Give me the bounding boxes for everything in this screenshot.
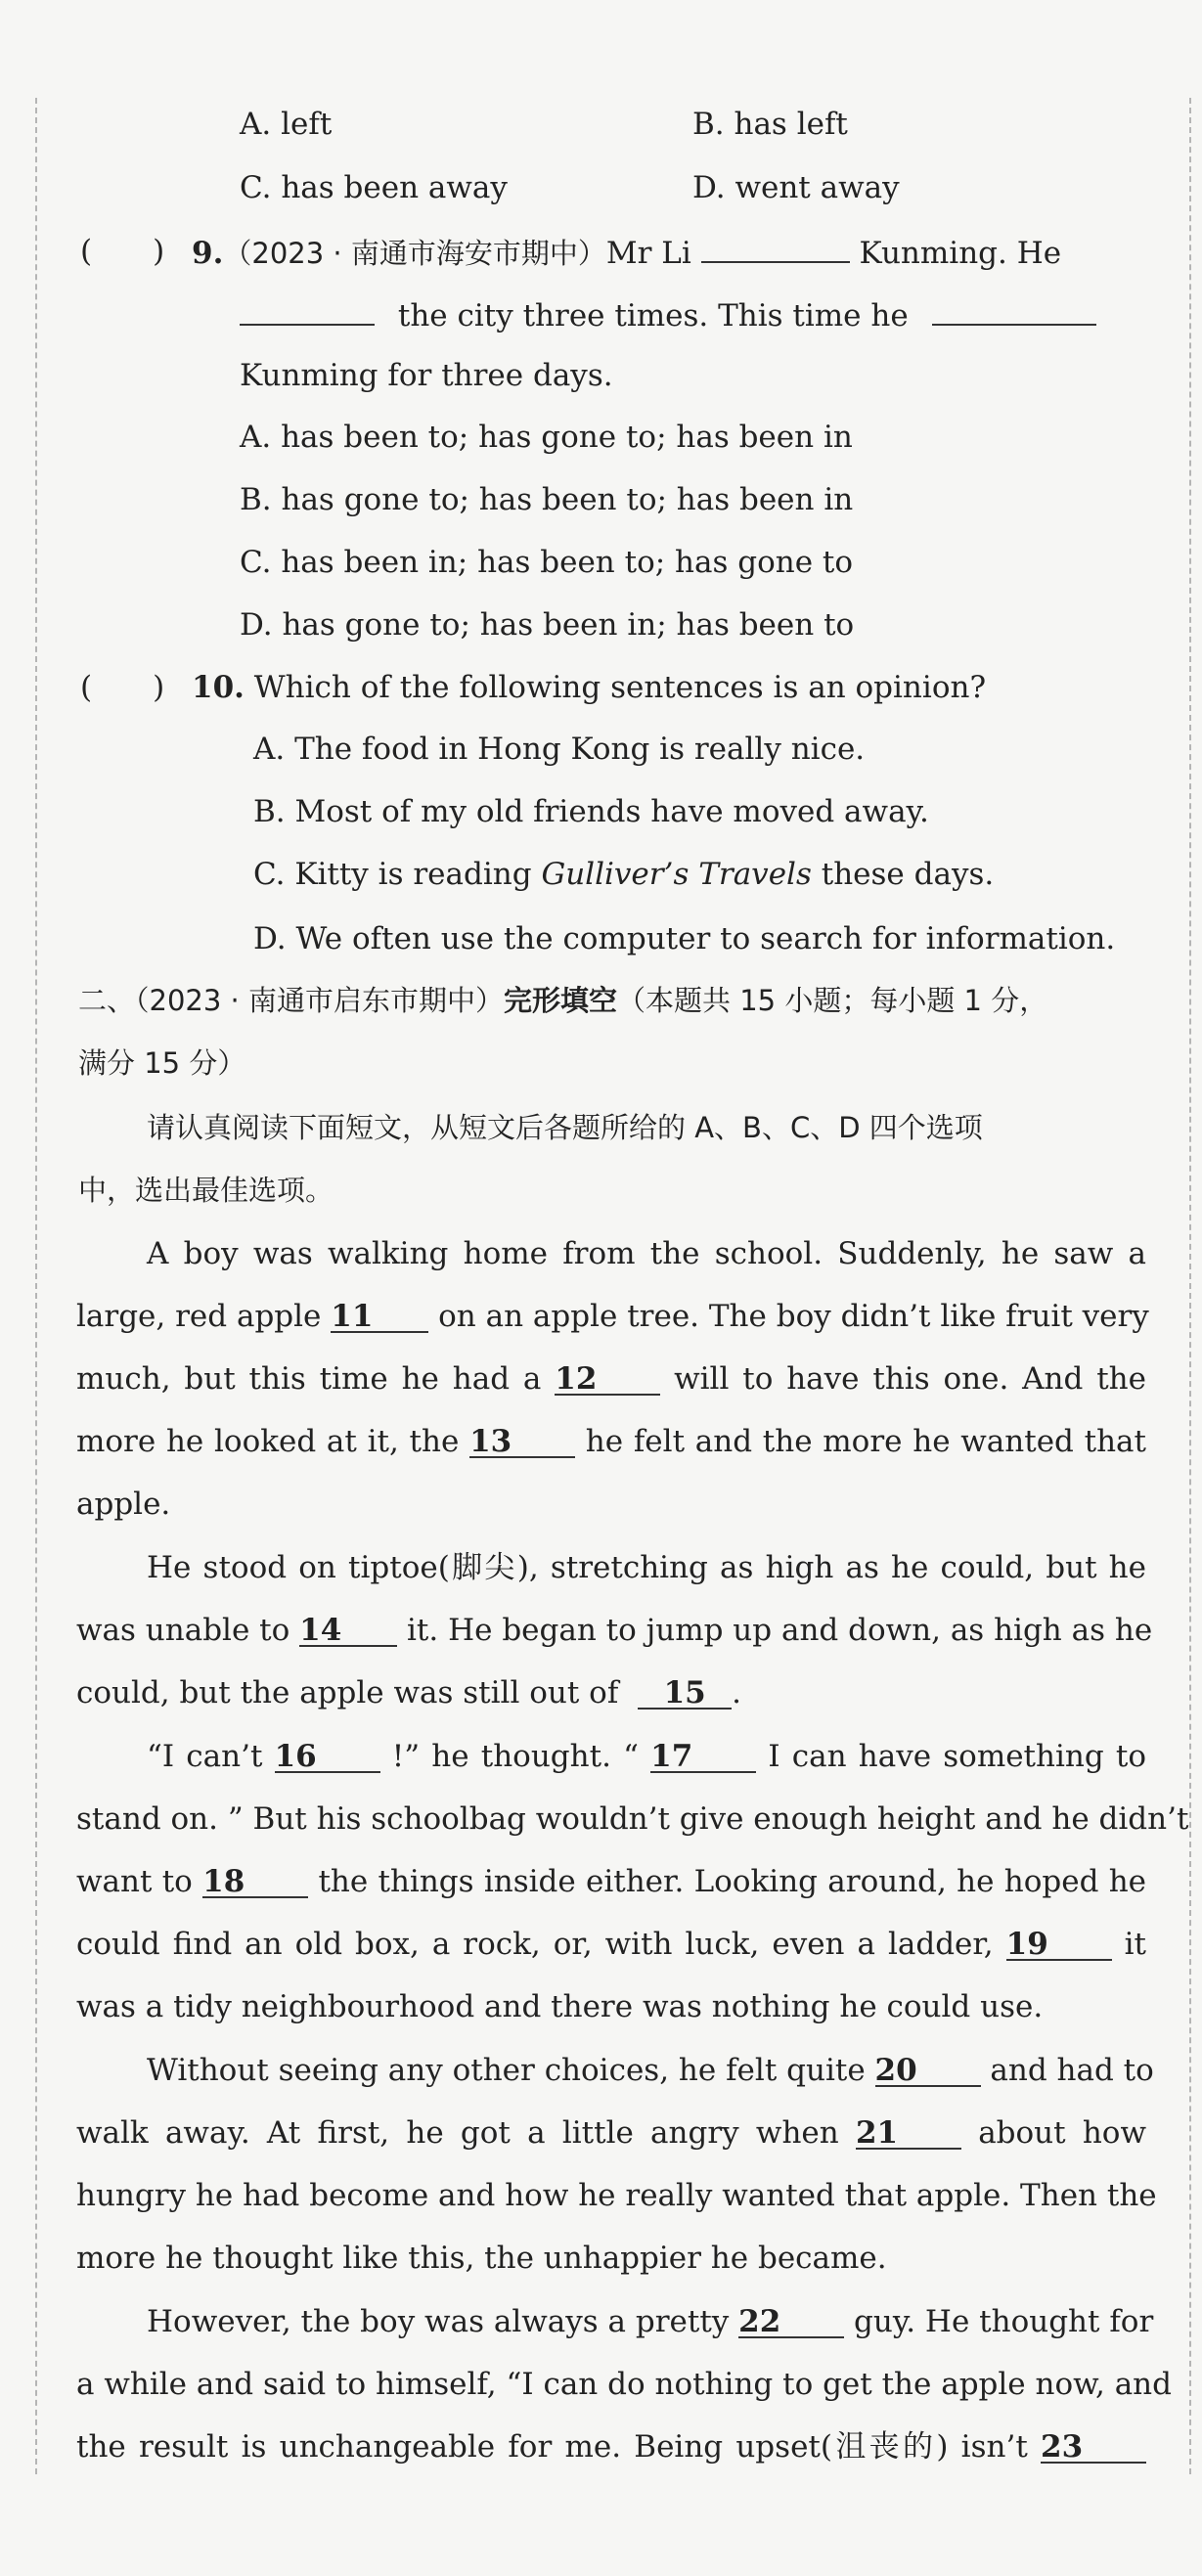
- q8-option-c: C. has been away: [240, 170, 508, 205]
- text-segment: large, red apple: [76, 1299, 322, 1334]
- passage-p5-line-1: [147, 2302, 1154, 2341]
- q9-blank-1[interactable]: [701, 232, 850, 263]
- passage-p3-line-5: was a tidy neighbourhood and there was nothing he could use.: [76, 1989, 1044, 2024]
- blank-12[interactable]: 12: [555, 1364, 660, 1396]
- passage-p3-line-2: stand on. ” But his schoolbag wouldn’t give enough height and he didn’t: [76, 1801, 1189, 1837]
- q10-option-c: [253, 855, 994, 894]
- text-segment: it. He began to jump up and down, as high as he: [407, 1613, 1153, 1648]
- q10-option-d: D. We often use the computer to search for information.: [253, 921, 1116, 956]
- blank-23[interactable]: 23: [1041, 2432, 1146, 2464]
- passage-p1-line-4: [76, 1422, 1146, 1461]
- q9-answer-bracket[interactable]: ( ): [80, 234, 165, 269]
- q10-stem: [192, 668, 986, 707]
- q10-stem-text: Which of the following sentences is an opinion?: [253, 670, 987, 705]
- passage-p1-line-5: apple.: [76, 1487, 171, 1522]
- blank-18[interactable]: 18: [202, 1867, 308, 1898]
- text-segment: and had to: [990, 2053, 1154, 2088]
- passage-p3-line-3: [76, 1862, 1146, 1901]
- q10-answer-bracket[interactable]: ( ): [80, 670, 165, 705]
- blank-21[interactable]: 21: [856, 2118, 961, 2150]
- passage-p5-line-2: a while and said to himself, “I can do nothing to get the apple now, and: [76, 2367, 1172, 2402]
- q9-option-c: C. has been in; has been to; has gone to: [240, 545, 854, 580]
- right-dashed-margin: [1189, 98, 1191, 2474]
- text-segment: about how: [978, 2115, 1146, 2151]
- q9-stem-text: Mr Li: [605, 236, 691, 271]
- passage-p4-line-2: [76, 2113, 1146, 2153]
- q9-stem-text-2: the city three times. This time he: [397, 298, 909, 333]
- text-segment: much, but this time he had a: [76, 1361, 542, 1397]
- text-segment: “I can’t: [147, 1739, 263, 1774]
- passage-p1-line-1: A boy was walking home from the school. Suddenly, he saw a: [147, 1236, 1146, 1271]
- text-segment: guy. He thought for: [854, 2304, 1154, 2339]
- passage-p2-line-1: He stood on tiptoe(脚尖), stretching as high as he could, but he: [147, 1550, 1146, 1585]
- q9-blank-3[interactable]: [932, 294, 1096, 326]
- q9-option-d: D. has gone to; has been in; has been to: [240, 607, 855, 643]
- q9-option-a: A. has been to; has gone to; has been in: [240, 420, 853, 455]
- text-segment: !” he thought. “: [391, 1739, 639, 1774]
- passage-p4-line-1: [147, 2051, 1154, 2090]
- passage-p5-line-3: [76, 2427, 1146, 2466]
- text-segment: on an apple tree. The boy didn’t like fruit very: [438, 1299, 1149, 1334]
- section-2-scoring: （本题共 15 小题；每小题 1 分，: [616, 984, 1048, 1017]
- passage-p2-line-2: [76, 1611, 1153, 1650]
- section-2-title: 完形填空: [503, 984, 617, 1017]
- passage-p1-line-2: [76, 1297, 1149, 1336]
- text-segment: .: [732, 1675, 742, 1710]
- passage-p3-line-4: [76, 1925, 1146, 1964]
- q10-option-c-pre: C. Kitty is reading: [253, 857, 532, 892]
- section-2-heading-2: 满分 15 分）: [78, 1046, 246, 1080]
- q10-option-a: A. The food in Hong Kong is really nice.: [253, 732, 866, 767]
- text-segment: it: [1124, 1927, 1146, 1962]
- blank-17[interactable]: 17: [650, 1742, 756, 1773]
- q9-source: （2023 · 南通市海安市期中）: [223, 237, 606, 270]
- q8-option-b: B. has left: [692, 107, 848, 142]
- text-segment: the things inside either. Looking around, he hoped he: [318, 1864, 1147, 1899]
- blank-14[interactable]: 14: [299, 1616, 397, 1647]
- section-2-instruction-2: 中，选出最佳选项。: [78, 1174, 334, 1207]
- q8-option-a: A. left: [240, 107, 333, 142]
- text-segment: more he looked at it, the: [76, 1424, 460, 1459]
- q8-option-d: D. went away: [692, 170, 900, 205]
- passage-p4-line-3: hungry he had become and how he really wanted that apple. Then the: [76, 2178, 1157, 2213]
- text-segment: I can have something to: [768, 1739, 1147, 1774]
- text-segment: could, but the apple was still out of: [76, 1675, 619, 1710]
- q9-stem-line-2: [240, 294, 1146, 335]
- text-segment: he felt and the more he wanted that: [585, 1424, 1146, 1459]
- q10-option-c-title: Gulliver’s Travels: [541, 857, 812, 892]
- text-segment: want to: [76, 1864, 193, 1899]
- q9-stem-line-3: Kunming for three days.: [240, 358, 613, 393]
- text-segment: However, the boy was always a pretty: [147, 2304, 730, 2339]
- blank-15[interactable]: 15: [638, 1678, 732, 1710]
- q9-stem-line-1: [192, 232, 1146, 273]
- q10-option-b: B. Most of my old friends have moved away.: [253, 794, 929, 829]
- passage-p3-line-1: [147, 1737, 1146, 1776]
- text-segment: Without seeing any other choices, he felt quite: [147, 2053, 866, 2088]
- section-2-source: 二、（2023 · 南通市启东市期中）: [78, 984, 504, 1017]
- text-segment: will to have this one. And the: [674, 1361, 1146, 1397]
- blank-20[interactable]: 20: [875, 2056, 981, 2087]
- text-segment: was unable to: [76, 1613, 290, 1648]
- blank-16[interactable]: 16: [275, 1742, 380, 1773]
- left-dashed-margin: [35, 98, 37, 2474]
- section-2-heading: [78, 981, 1146, 1020]
- text-segment: could find an old box, a rock, or, with luck, even a ladder,: [76, 1927, 994, 1962]
- text-segment: walk away. At first, he got a little angry when: [76, 2115, 839, 2151]
- section-2-instruction-1: 请认真阅读下面短文，从短文后各题所给的 A、B、C、D 四个选项: [147, 1111, 983, 1144]
- q10-option-c-post: these days.: [821, 857, 995, 892]
- q9-stem-text-b: Kunming. He: [859, 236, 1062, 271]
- blank-19[interactable]: 19: [1006, 1930, 1112, 1961]
- passage-p4-line-4: more he thought like this, the unhappier he became.: [76, 2241, 887, 2276]
- passage-p1-line-3: [76, 1359, 1146, 1399]
- q9-number: 9.: [192, 236, 224, 271]
- q10-number: 10.: [192, 670, 245, 705]
- blank-13[interactable]: 13: [469, 1427, 575, 1458]
- q9-blank-2[interactable]: [240, 294, 375, 326]
- q9-option-b: B. has gone to; has been to; has been in: [240, 482, 854, 517]
- text-segment: the result is unchangeable for me. Being upset(沮丧的) isn’t: [76, 2429, 1028, 2465]
- blank-22[interactable]: 22: [738, 2307, 844, 2338]
- blank-11[interactable]: 11: [331, 1302, 428, 1333]
- passage-p2-line-3: [76, 1673, 741, 1712]
